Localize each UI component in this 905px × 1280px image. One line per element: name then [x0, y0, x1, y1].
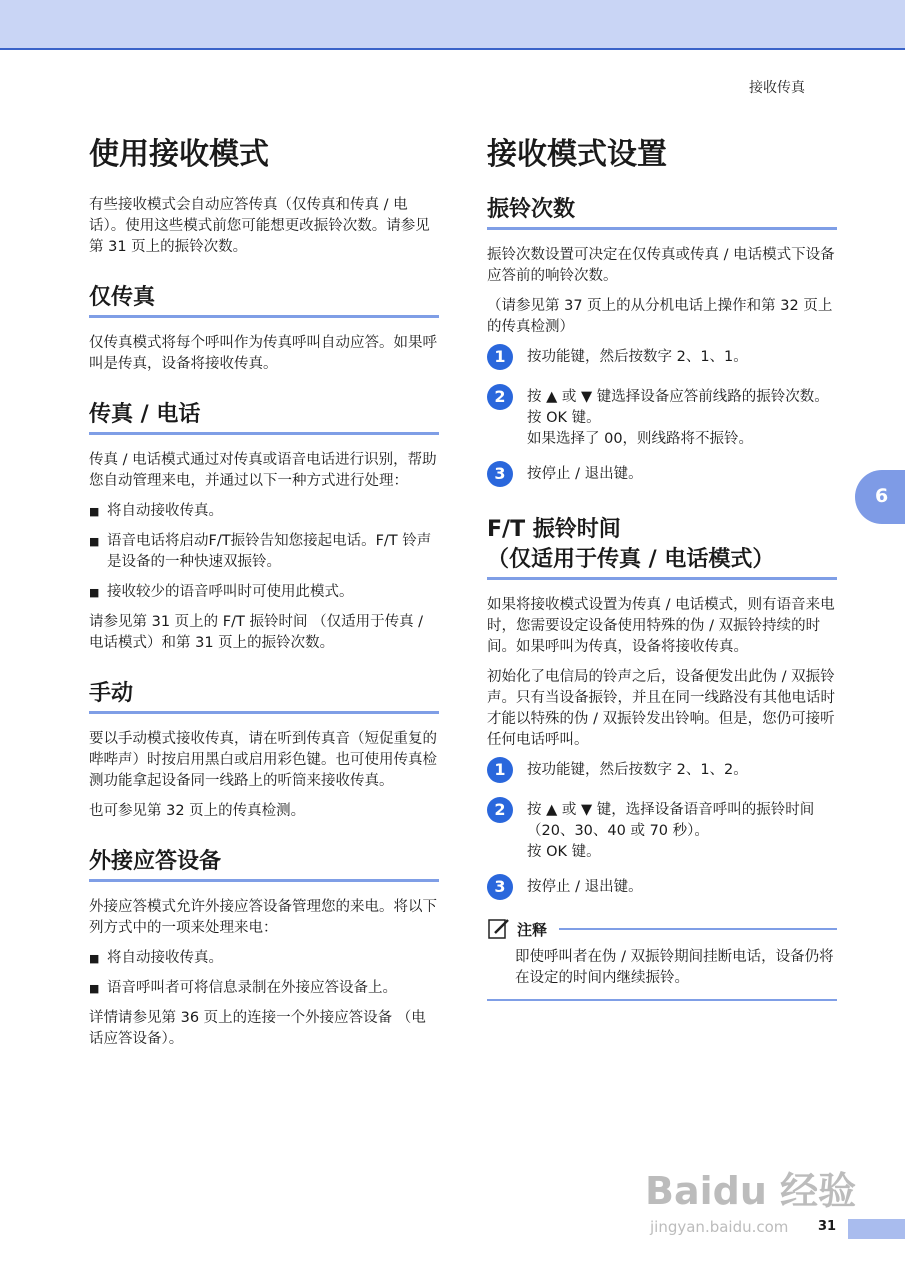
step-subtext: 如果选择了 00，则线路将不振铃。	[527, 431, 754, 447]
heading-ft-ring-line1: F/T 振铃时间	[487, 517, 621, 542]
bullet-item: ■ 语音电话将启动F/T振铃告知您接起电话。F/T 铃声是设备的一种快速双振铃。	[89, 531, 439, 573]
watermark-url: jingyan.baidu.com	[650, 1218, 789, 1236]
step-item	[487, 464, 837, 490]
section-ft-ring	[487, 515, 837, 1001]
right-title: 接收模式设置	[487, 137, 667, 172]
running-title: 接收传真	[749, 80, 805, 96]
intro-text: 有些接收模式会自动应答传真（仅传真和传真 / 电话）。使用这些模式前您可能想更改振铃次数。请参见第 31 页上的振铃次数。	[89, 197, 430, 255]
section-manual	[89, 679, 439, 822]
step-number: 2	[487, 384, 513, 410]
step-subtext: 按 OK 键。	[527, 844, 601, 860]
ext-tad-text: 外接应答模式允许外接应答设备管理您的来电。将以下列方式中的一项来处理来电：	[89, 899, 437, 936]
step-text: 按停止 / 退出键。	[527, 466, 643, 482]
heading-fax-tel: 传真 / 电话	[89, 400, 439, 435]
bullet-item: ■ 将自动接收传真。	[89, 501, 439, 522]
step-number: 1	[487, 344, 513, 370]
heading-manual: 手动	[89, 679, 439, 714]
note-pencil-icon	[487, 917, 511, 941]
note-text: 即使呼叫者在伪 / 双振铃期间挂断电话，设备仍将在设定的时间内继续振铃。	[515, 949, 834, 986]
left-column	[89, 135, 439, 1059]
step-text: 按 ▲ 或 ▼ 键，选择设备语音呼叫的振铃时间 （20、30、40 或 70 秒）。	[527, 802, 815, 839]
ring-delay-text: 振铃次数设置可决定在仅传真或传真 / 电话模式下设备应答前的响铃次数。	[487, 247, 835, 284]
note-label: 注释	[517, 920, 548, 939]
note-rule	[559, 928, 837, 930]
bullet-item: ■ 接收较少的语音呼叫时可使用此模式。	[89, 582, 439, 603]
section-fax-tel	[89, 400, 439, 654]
heading-ext-tad: 外接应答设备	[89, 847, 439, 882]
step-text: 按功能键，然后按数字 2、1、2。	[527, 762, 748, 778]
step-item	[487, 877, 837, 903]
step-text: 按停止 / 退出键。	[527, 879, 643, 895]
ring-delay-reference: （请参见第 37 页上的从分机电话上操作和第 32 页上的传真检测）	[487, 298, 833, 335]
note-box	[487, 917, 837, 1001]
page-number: 31	[818, 1219, 837, 1234]
heading-ft-ring-line2: （仅适用于传真 / 电话模式）	[487, 547, 775, 572]
step-number: 2	[487, 797, 513, 823]
step-number: 3	[487, 874, 513, 900]
step-item	[487, 387, 837, 450]
left-title: 使用接收模式	[89, 137, 269, 172]
chapter-number: 6	[875, 485, 889, 507]
ft-ring-text-1: 如果将接收模式设置为传真 / 电话模式，则有语音来电时，您需要设定设备使用特殊的伪 / 双振铃持续的时间。如果呼叫为传真，设备将接收传真。	[487, 597, 835, 655]
fax-only-text: 仅传真模式将每个呼叫作为传真呼叫自动应答。如果呼叫是传真，设备将接收传真。	[89, 335, 437, 372]
ext-tad-reference: 详情请参见第 36 页上的连接一个外接应答设备 （电话应答设备）。	[89, 1010, 426, 1047]
bullet-item: ■ 将自动接收传真。	[89, 948, 439, 969]
note-header	[487, 917, 837, 941]
section-ring-delay	[487, 195, 837, 490]
heading-ring-delay: 振铃次数	[487, 195, 837, 230]
step-item	[487, 760, 837, 786]
manual-text: 要以手动模式接收传真，请在听到传真音（短促重复的哔哔声）时按启用黑白或启用彩色键。也可使用传真检测功能拿起设备同一线路上的听筒来接收传真。	[89, 731, 437, 789]
section-fax-only	[89, 283, 439, 375]
section-ext-tad	[89, 847, 439, 1050]
heading-ft-ring	[487, 515, 837, 580]
step-item	[487, 800, 837, 863]
heading-fax-only: 仅传真	[89, 283, 439, 318]
bullet-item: ■ 语音呼叫者可将信息录制在外接应答设备上。	[89, 978, 439, 999]
header-band	[0, 0, 905, 50]
step-text: 按 ▲ 或 ▼ 键选择设备应答前线路的振铃次数。	[527, 389, 829, 405]
fax-tel-reference: 请参见第 31 页上的 F/T 振铃时间 （仅适用于传真 / 电话模式）和第 31 页上的振铃次数。	[89, 614, 424, 651]
step-number: 3	[487, 461, 513, 487]
chapter-tab	[855, 470, 905, 524]
step-number: 1	[487, 757, 513, 783]
footer-bar	[848, 1219, 905, 1239]
ft-ring-text-2: 初始化了电信局的铃声之后，设备便发出此伪 / 双振铃声。只有当设备振铃，并且在同一线路没有其他电话时才能以特殊的伪 / 双振铃发出铃响。但是，您仍可接听任何电话呼叫。	[487, 669, 835, 748]
fax-tel-text: 传真 / 电话模式通过对传真或语音电话进行识别，帮助您自动管理来电，并通过以下一种方式进行处理：	[89, 452, 437, 489]
step-item	[487, 347, 837, 373]
step-subtext: 按 OK 键。	[527, 410, 601, 426]
manual-reference: 也可参见第 32 页上的传真检测。	[89, 803, 306, 819]
right-column	[487, 135, 837, 1001]
step-text: 按功能键，然后按数字 2、1、1。	[527, 349, 748, 365]
watermark-logo: Baidu 经验	[645, 1169, 857, 1213]
